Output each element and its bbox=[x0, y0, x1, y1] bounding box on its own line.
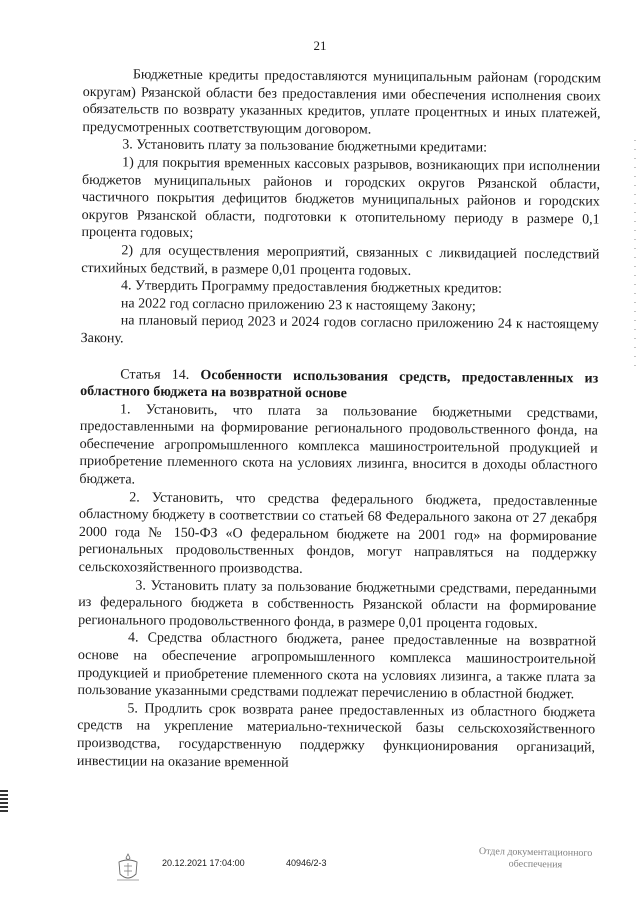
footer-document-code: 40946/2-3 bbox=[286, 858, 327, 868]
paragraph-subitem-1: 1) для покрытия временных кассовых разрывов, возникающих при исполнении бюджетов муниципальных районов и городских округов Рязанской области, частичного покрытия дефицитов бюджетов муниципальных районов и городских округов Рязанской области, подготовки к отопительному периоду в размере 0,1 процента годовых; bbox=[81, 155, 601, 242]
article-heading bbox=[80, 365, 598, 405]
article-title: Особенности использования средств, предоставленных из областного бюджета на возвратной основе bbox=[80, 367, 599, 402]
paragraph-item-3: 3. Установить плату за пользование бюджетными кредитами: bbox=[122, 137, 488, 156]
paragraph-credit-terms: Бюджетные кредиты предоставляются муниципальным районам (городским округам) Рязанской области без предоставления ими обеспечения исполнения своих обязательств по возврату указанных кредитов, уплате процентных и иных платежей, предусмотренных соответствующим договором. bbox=[82, 67, 601, 138]
stamp-line-2: обеспечения bbox=[508, 858, 563, 871]
page-number: 21 bbox=[313, 38, 327, 53]
paragraph-item-4: 4. Утвердить Программу предоставления бюджетных кредитов: bbox=[121, 278, 502, 297]
paragraph-article-item-4: 4. Средства областного бюджета, ранее предоставленные на возвратной основе на обеспечение агропромышленного комплекса машиностроительной продукцией и приобретение племенного скота на условиях лизинга, а также плата за пользование указанными средствами подлежат перечислению в областной бюджет. bbox=[77, 630, 597, 703]
department-stamp bbox=[463, 846, 608, 873]
paragraph-subitem-2: 2) для осуществления мероприятий, связанных с ликвидацией последствий стихийных бедствий, в размере 0,01 процента годовых. bbox=[81, 243, 600, 279]
scan-artifact-right bbox=[634, 140, 636, 370]
paragraph-program-2022: на 2022 год согласно приложению 23 к настоящему Закону; bbox=[120, 296, 476, 315]
coat-of-arms-icon bbox=[115, 852, 141, 884]
footer-timestamp: 20.12.2021 17:04:00 bbox=[162, 858, 245, 868]
paragraph-article-item-5: 5. Продлить срок возврата ранее предоставленных из областного бюджета средств на укрепление материально-технической базы сельскохозяйственного производства, государственную поддержку функционирования организаций, инвестиции на оказание временной bbox=[76, 701, 596, 771]
paragraph-article-item-2: 2. Установить, что средства федерального бюджета, предоставленные областному бюджету в соответствии со статьей 68 Федерального закона от 27 декабря 2000 года № 150-ФЗ «О федеральном бюджете на 2001 год» на формирование региональных продовольственных фондов, могут направляться на поддержку сельскохозяйственного производства. bbox=[78, 490, 598, 577]
document-body bbox=[77, 66, 601, 775]
scan-artifact-left bbox=[0, 790, 8, 814]
paragraph-article-item-3: 3. Установить плату за пользование бюджетными средствами, переданными из федерального бюджета в собственность Рязанской области на формирование регионального продовольственного фонда, в размере 0,01 процента годовых. bbox=[78, 578, 597, 632]
paragraph-program-2023-2024: на плановый период 2023 и 2024 годов согласно приложению 24 к настоящему Закону. bbox=[80, 313, 599, 347]
paragraph-article-item-1: 1. Установить, что плата за пользование бюджетными средствами, предоставленными на формирование регионального продовольственного фонда, на обеспечение агропромышленного комплекса машиностроительной продукцией и приобретение племенного скота на условиях лизинга, вносится в доходы областного бюджета. bbox=[79, 402, 599, 488]
article-prefix: Статья 14. bbox=[120, 366, 201, 383]
stamp-line-1: Отдел документационного bbox=[478, 846, 593, 859]
